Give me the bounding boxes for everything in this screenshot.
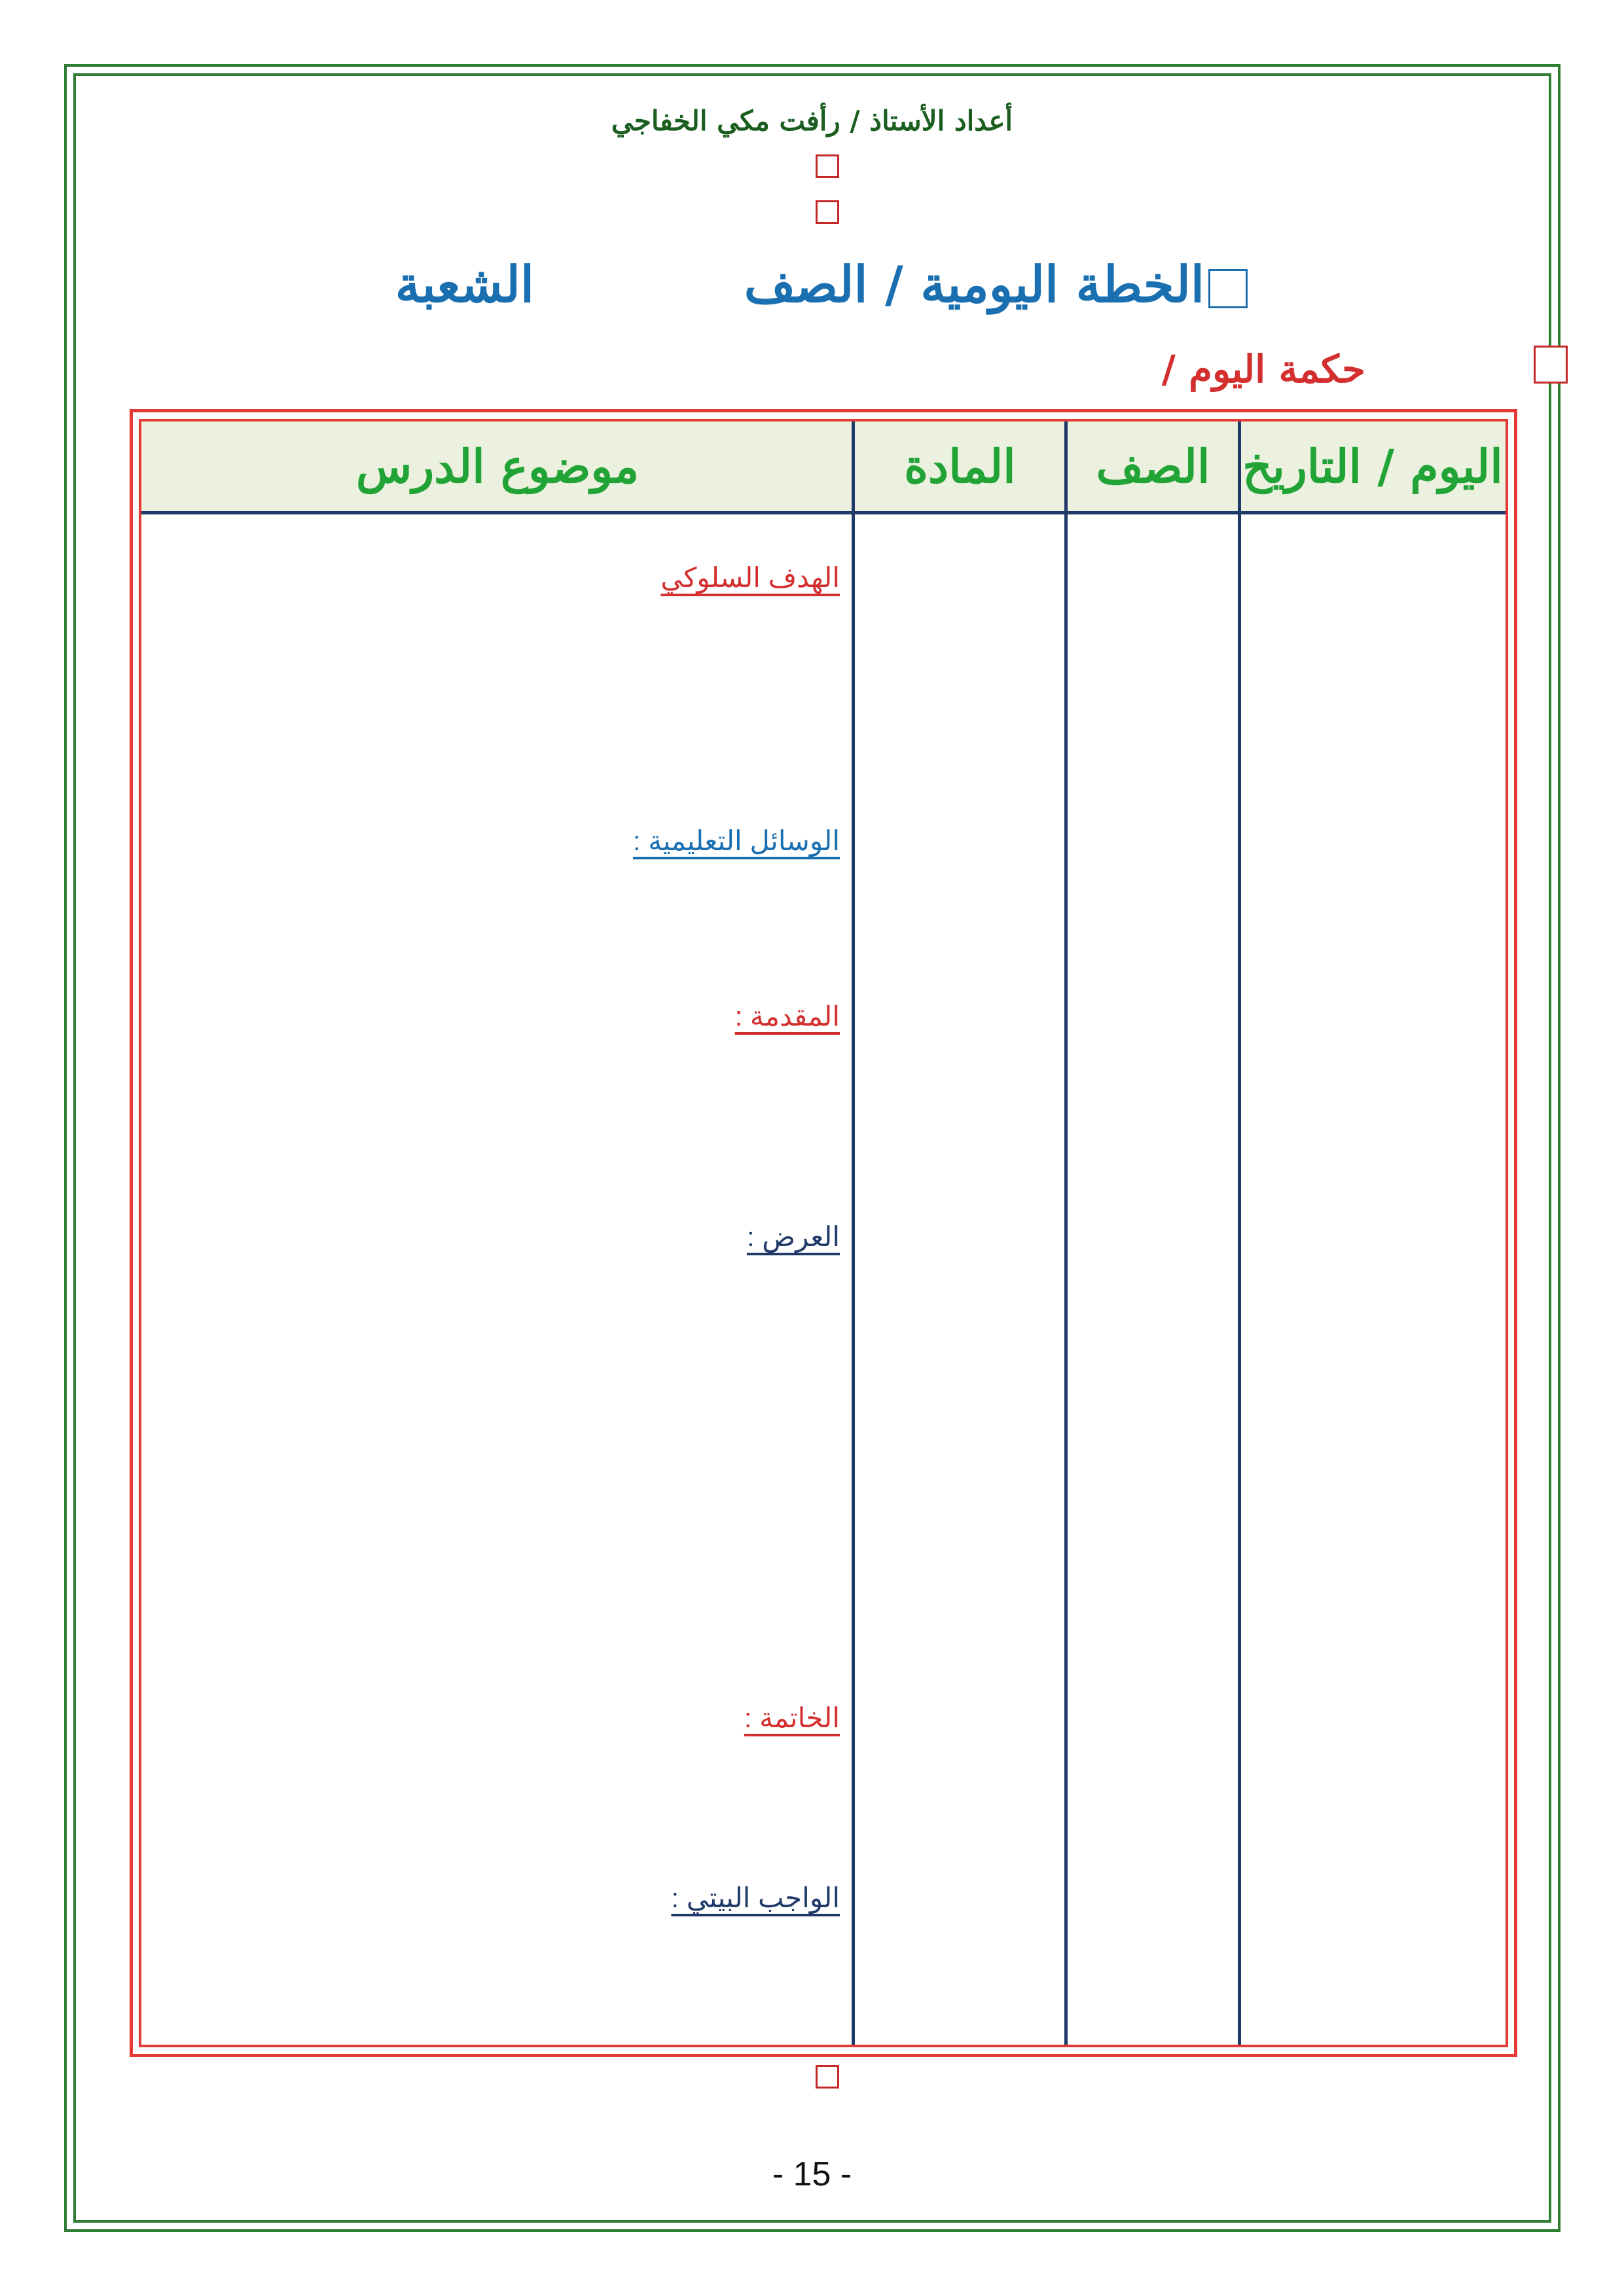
table-header-row: [141, 422, 1506, 514]
section-teaching-aids: الوسائل التعليمية :: [632, 825, 840, 856]
section-behavioral-objective: الهدف السلوكي: [660, 562, 840, 593]
section-introduction: المقدمة :: [734, 1001, 840, 1031]
wisdom-of-the-day: حكمة اليوم /: [1161, 347, 1365, 391]
column-divider: [1238, 422, 1241, 2045]
column-divider: [852, 422, 855, 2045]
checkbox-placeholder: [816, 154, 839, 178]
section-conclusion: الخاتمة :: [744, 1702, 840, 1733]
column-header-day-date: اليوم / التاريخ: [1242, 439, 1503, 493]
column-header-lesson-topic: موضوع الدرس: [355, 439, 640, 493]
page-number: - 15 -: [772, 2155, 852, 2193]
column-header-subject: المادة: [904, 439, 1016, 493]
checkbox-placeholder: [1534, 346, 1568, 384]
title-text: الخطة اليومية / الصف: [744, 255, 1204, 314]
column-divider: [1064, 422, 1068, 2045]
author-credit: أعداد الأستاذ / رأفت مكي الخفاجي: [611, 105, 1013, 137]
section-presentation: العرض :: [746, 1221, 840, 1252]
checkbox-placeholder: [1208, 269, 1248, 308]
column-header-grade: الصف: [1096, 439, 1210, 493]
page-title: [744, 255, 1248, 314]
checkbox-placeholder: [816, 2065, 839, 2089]
section-homework: الواجب البيتي :: [671, 1882, 840, 1913]
checkbox-placeholder: [816, 200, 839, 224]
section-label: الشعبة: [395, 255, 534, 314]
